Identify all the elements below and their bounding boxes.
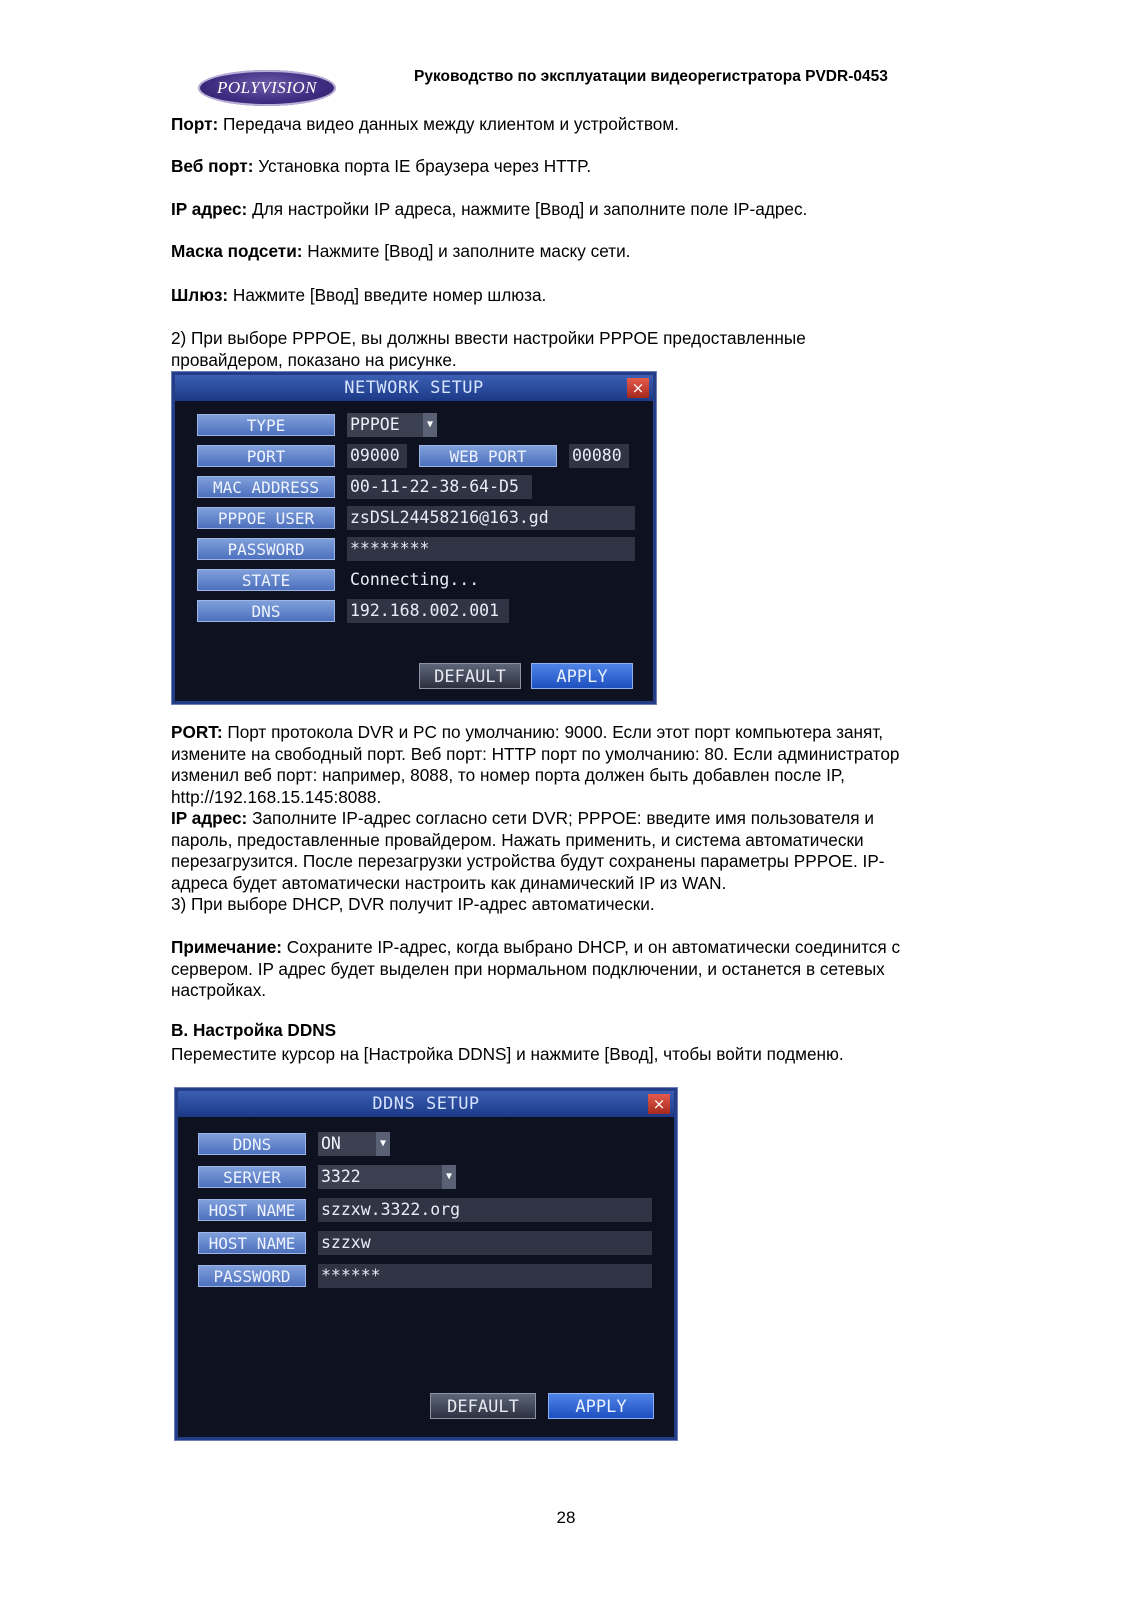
def-port: Порт: Передача видео данных между клиентом и устройством. (171, 114, 679, 134)
port-description: PORT: Порт протокола DVR и PC по умолчанию: 9000. Если этот порт компьютера занят, измените на свободный порт. Веб порт: HTTP порт по умолчанию: 80. Если администратор изменил веб порт: например, 8088, то номер порта должен быть добавлен после IP, http://192.168.15.145:8088. (171, 722, 900, 807)
host-name-field[interactable]: szzxw.3322.org (318, 1198, 652, 1222)
def-subnet-mask: Маска подсети: Нажмите [Ввод] и заполните маску сети. (171, 241, 631, 261)
default-button[interactable]: DEFAULT (419, 663, 521, 689)
dialog-title: DDNS SETUP (178, 1091, 674, 1117)
password-label: PASSWORD (197, 538, 335, 560)
close-icon[interactable]: × (627, 378, 649, 398)
state-label: STATE (197, 569, 335, 591)
port-field[interactable]: 09000 (347, 444, 407, 468)
mac-address-field: 00-11-22-38-64-D5 (347, 475, 532, 499)
logo-text: POLYVISION (216, 78, 318, 97)
pppoe-intro: 2) При выборе PPPOE, вы должны ввести настройки PPPOE предоставленные провайдером, показано на рисунке. (171, 328, 806, 370)
password-field[interactable]: ******** (347, 537, 635, 561)
def-web-port: Веб порт: Установка порта IE браузера через HTTP. (171, 156, 592, 176)
note: Примечание: Сохраните IP-адрес, когда выбрано DHCP, и он автоматически соединится с сервером. IP адрес будет выделен при нормальном подключении, и останется в сетевых настройках. (171, 937, 901, 1000)
chevron-down-icon: ▼ (376, 1132, 390, 1156)
web-port-label: WEB PORT (419, 445, 557, 467)
dns-field[interactable]: 192.168.002.001 (347, 599, 509, 623)
pppoe-user-field[interactable]: zsDSL24458216@163.gd (347, 506, 635, 530)
state-value: Connecting... (350, 570, 480, 589)
web-port-field[interactable]: 00080 (569, 444, 629, 468)
def-ip-address: IP адрес: Для настройки IP адреса, нажмите [Ввод] и заполните поле IP-адрес. (171, 199, 808, 219)
type-label: TYPE (197, 414, 335, 436)
apply-button[interactable]: APPLY (548, 1393, 654, 1419)
host-name-label: HOST NAME (198, 1199, 306, 1221)
ddns-heading: B. Настройка DDNS (171, 1020, 337, 1040)
chevron-down-icon: ▼ (423, 413, 437, 437)
pppoe-user-label: PPPOE USER (197, 507, 335, 529)
mac-address-label: MAC ADDRESS (197, 476, 335, 498)
ip-description: IP адрес: Заполните IP-адрес согласно сети DVR; PPPOE: введите имя пользователя и пароль, предоставленные провайдером. Нажать применить, и система автоматически перезагрузится. После перезагрузки устройства будут сохранены параметры PPPOE. IP- адреса будет автоматически настроить как динамический IP из WAN. 3) При выборе DHCP, DVR получит IP-адрес автоматически. (171, 808, 885, 914)
close-icon[interactable]: × (648, 1094, 670, 1114)
ddns-setup-dialog (175, 1088, 677, 1440)
password-label: PASSWORD (198, 1265, 306, 1287)
page-number: 28 (556, 1508, 576, 1527)
chevron-down-icon: ▼ (442, 1165, 456, 1189)
password-field[interactable]: ****** (318, 1264, 652, 1288)
network-setup-dialog (172, 372, 656, 704)
server-dropdown[interactable]: 3322 ▼ (318, 1165, 456, 1189)
ddns-label: DDNS (198, 1133, 306, 1155)
dns-label: DNS (197, 600, 335, 622)
dialog-title: NETWORK SETUP (175, 375, 653, 401)
server-label: SERVER (198, 1166, 306, 1188)
document-title: Руководство по эксплуатации видеорегистратора PVDR-0453 (414, 68, 888, 85)
host-name-label-2: HOST NAME (198, 1232, 306, 1254)
host-name-field-2[interactable]: szzxw (318, 1231, 652, 1255)
ddns-instruction: Переместите курсор на [Настройка DDNS] и нажмите [Ввод], чтобы войти подменю. (171, 1044, 844, 1064)
apply-button[interactable]: APPLY (531, 663, 633, 689)
default-button[interactable]: DEFAULT (430, 1393, 536, 1419)
page-header (0, 0, 1132, 110)
def-gateway: Шлюз: Нажмите [Ввод] введите номер шлюза. (171, 285, 547, 305)
port-label: PORT (197, 445, 335, 467)
ddns-dropdown[interactable]: ON ▼ (318, 1132, 390, 1156)
polyvision-logo (198, 70, 336, 106)
type-dropdown[interactable]: PPPOE ▼ (347, 413, 437, 437)
